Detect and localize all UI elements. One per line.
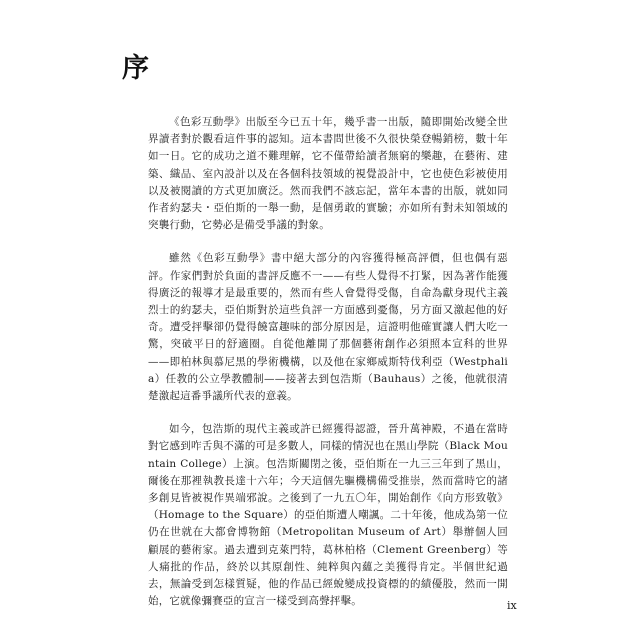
paragraph-3: 如今，包浩斯的現代主義或許已經獲得認證，晉升萬神殿，不過在當時對它感到咋舌與不滿的可是多數人，同樣的情況也在黑山學院（Black Mountain College）上演。包浩斯關閉之後，亞伯斯在一九三三年到了黑山，爾後在那裡執教長達十六年；今天這個先驅機構備受推崇，然而當時它的諸多創見皆被視作異端邪說。之後到了一九五〇年，開始創作《向方形致敬》（Homage to the Square）的亞伯斯遭人嘲諷。二十年後，他成為第一位仍在世就在大都會博物館（Metropolitan Museum of Art）舉辦個人回顧展的藝術家。過去遭到克萊門特，葛林柏格（Clement Greenberg）等人痛批的作品，終於以其原創性、純粹與內蘊之美獲得肯定。半個世紀過去，無論受到怎樣質疑，他的作品已經蛻變成投資標的的績優股，然而一開始，它就像彌賽亞的宣言一樣受到高聲抨擊。: [148, 423, 508, 608]
body-text: [148, 114, 508, 626]
paragraph-2: 雖然《色彩互動學》書中絕大部分的內容獲得極高評價，但也偶有惡評。作家們對於負面的書評反應不一——有些人覺得不打緊，因為著作能獲得廣泛的報導才是最重要的，然而有些人會覺得受傷，自命為獻身現代主義烈士的約瑟夫，亞伯斯對於這些負評一方面感到憂傷，另方面又激起他的好奇。遭受抨擊卻仍覺得饒富趣味的部分原因是，這證明他確實讓人們大吃一驚，突破平日的舒適圈。自從他離開了那個藝術創作必須照本宣科的世界——即柏林與慕尼黑的學術機構，以及他在家鄉威斯特伐利亞（Westphalia）任教的公立學教體制——接著去到包浩斯（Bauhaus）之後，他就很清楚激起這番爭議所代表的意義。: [148, 252, 508, 403]
page-number: ix: [507, 599, 517, 612]
chapter-title: 序: [122, 53, 150, 84]
paragraph-1: 《色彩互動學》出版至今已五十年，幾乎書一出版，隨即開始改變全世界讀者對於觀看這件事的認知。這本書問世後不久很快榮登暢銷榜，數十年如一日。它的成功之道不難理解，它不僅帶給讀者無窮的樂趣，在藝術、建築、織品、室內設計以及在各個科技領域的視覺設計中，它也使色彩被使用以及被閱讀的方式更加廣泛。然而我們不該忘記，當年本書的出版，就如同作者約瑟夫・亞伯斯的一舉一動，是個勇敢的實驗；亦如所有對未知領域的突襲行動，它勢必是備受爭議的對象。: [148, 116, 508, 232]
